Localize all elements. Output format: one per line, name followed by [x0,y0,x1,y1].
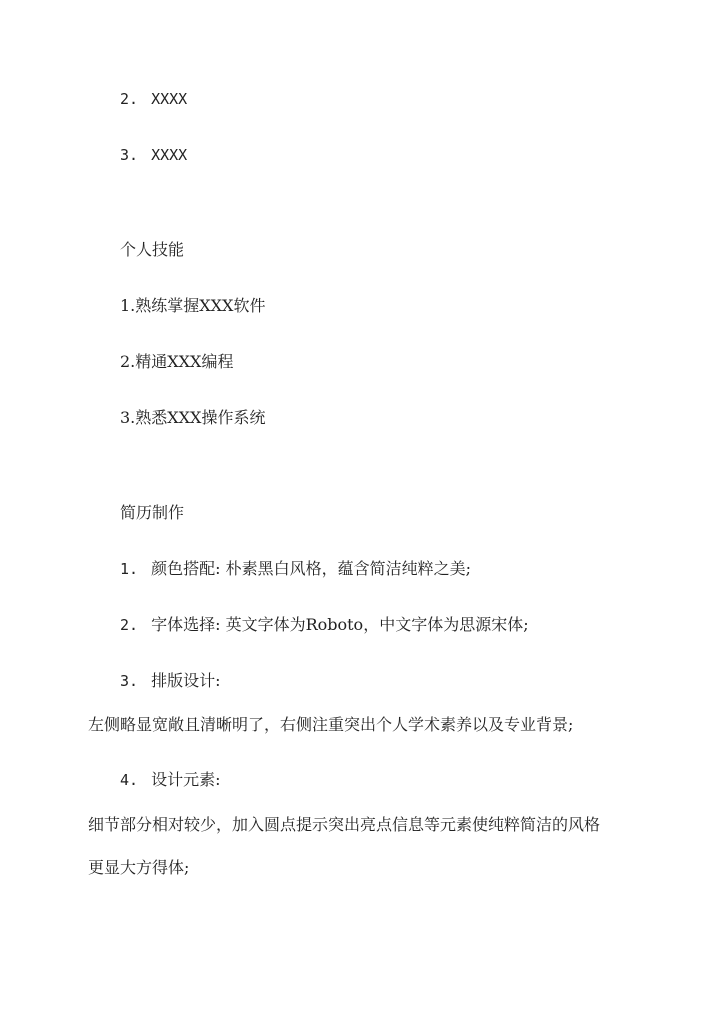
paragraph: 更显大方得体; [88,858,190,877]
skill-item: 1.熟练掌握XXX软件 [120,296,266,315]
list-text: 排版设计: [151,671,221,690]
list-number: 2. [120,616,139,634]
skill-item: 3.熟悉XXX操作系统 [120,408,266,427]
section-heading-resume: 简历制作 [120,503,185,522]
resume-item [120,615,529,635]
resume-item [120,770,221,790]
list-text: XXXX [151,90,188,108]
list-number: 3. [120,146,139,164]
skill-item: 2.精通XXX编程 [120,352,234,371]
resume-item [120,671,221,691]
list-number: 2. [120,90,139,108]
paragraph: 左侧略显宽敞且清晰明了，右侧注重突出个人学术素养以及专业背景; [88,715,574,734]
section-heading-skills: 个人技能 [120,240,185,259]
list-text: 字体选择: 英文字体为Roboto，中文字体为思源宋体; [151,615,529,634]
list-text: 设计元素: [151,770,221,789]
list-text: XXXX [151,146,188,164]
paragraph: 细节部分相对较少，加入圆点提示突出亮点信息等元素使纯粹简洁的风格 [88,815,601,834]
list-number: 3. [120,672,139,690]
list-number: 4. [120,771,139,789]
list-item [120,145,187,165]
resume-item [120,559,471,579]
list-number: 1. [120,560,139,578]
list-item [120,89,187,109]
list-text: 颜色搭配: 朴素黑白风格，蕴含简洁纯粹之美; [151,559,471,578]
